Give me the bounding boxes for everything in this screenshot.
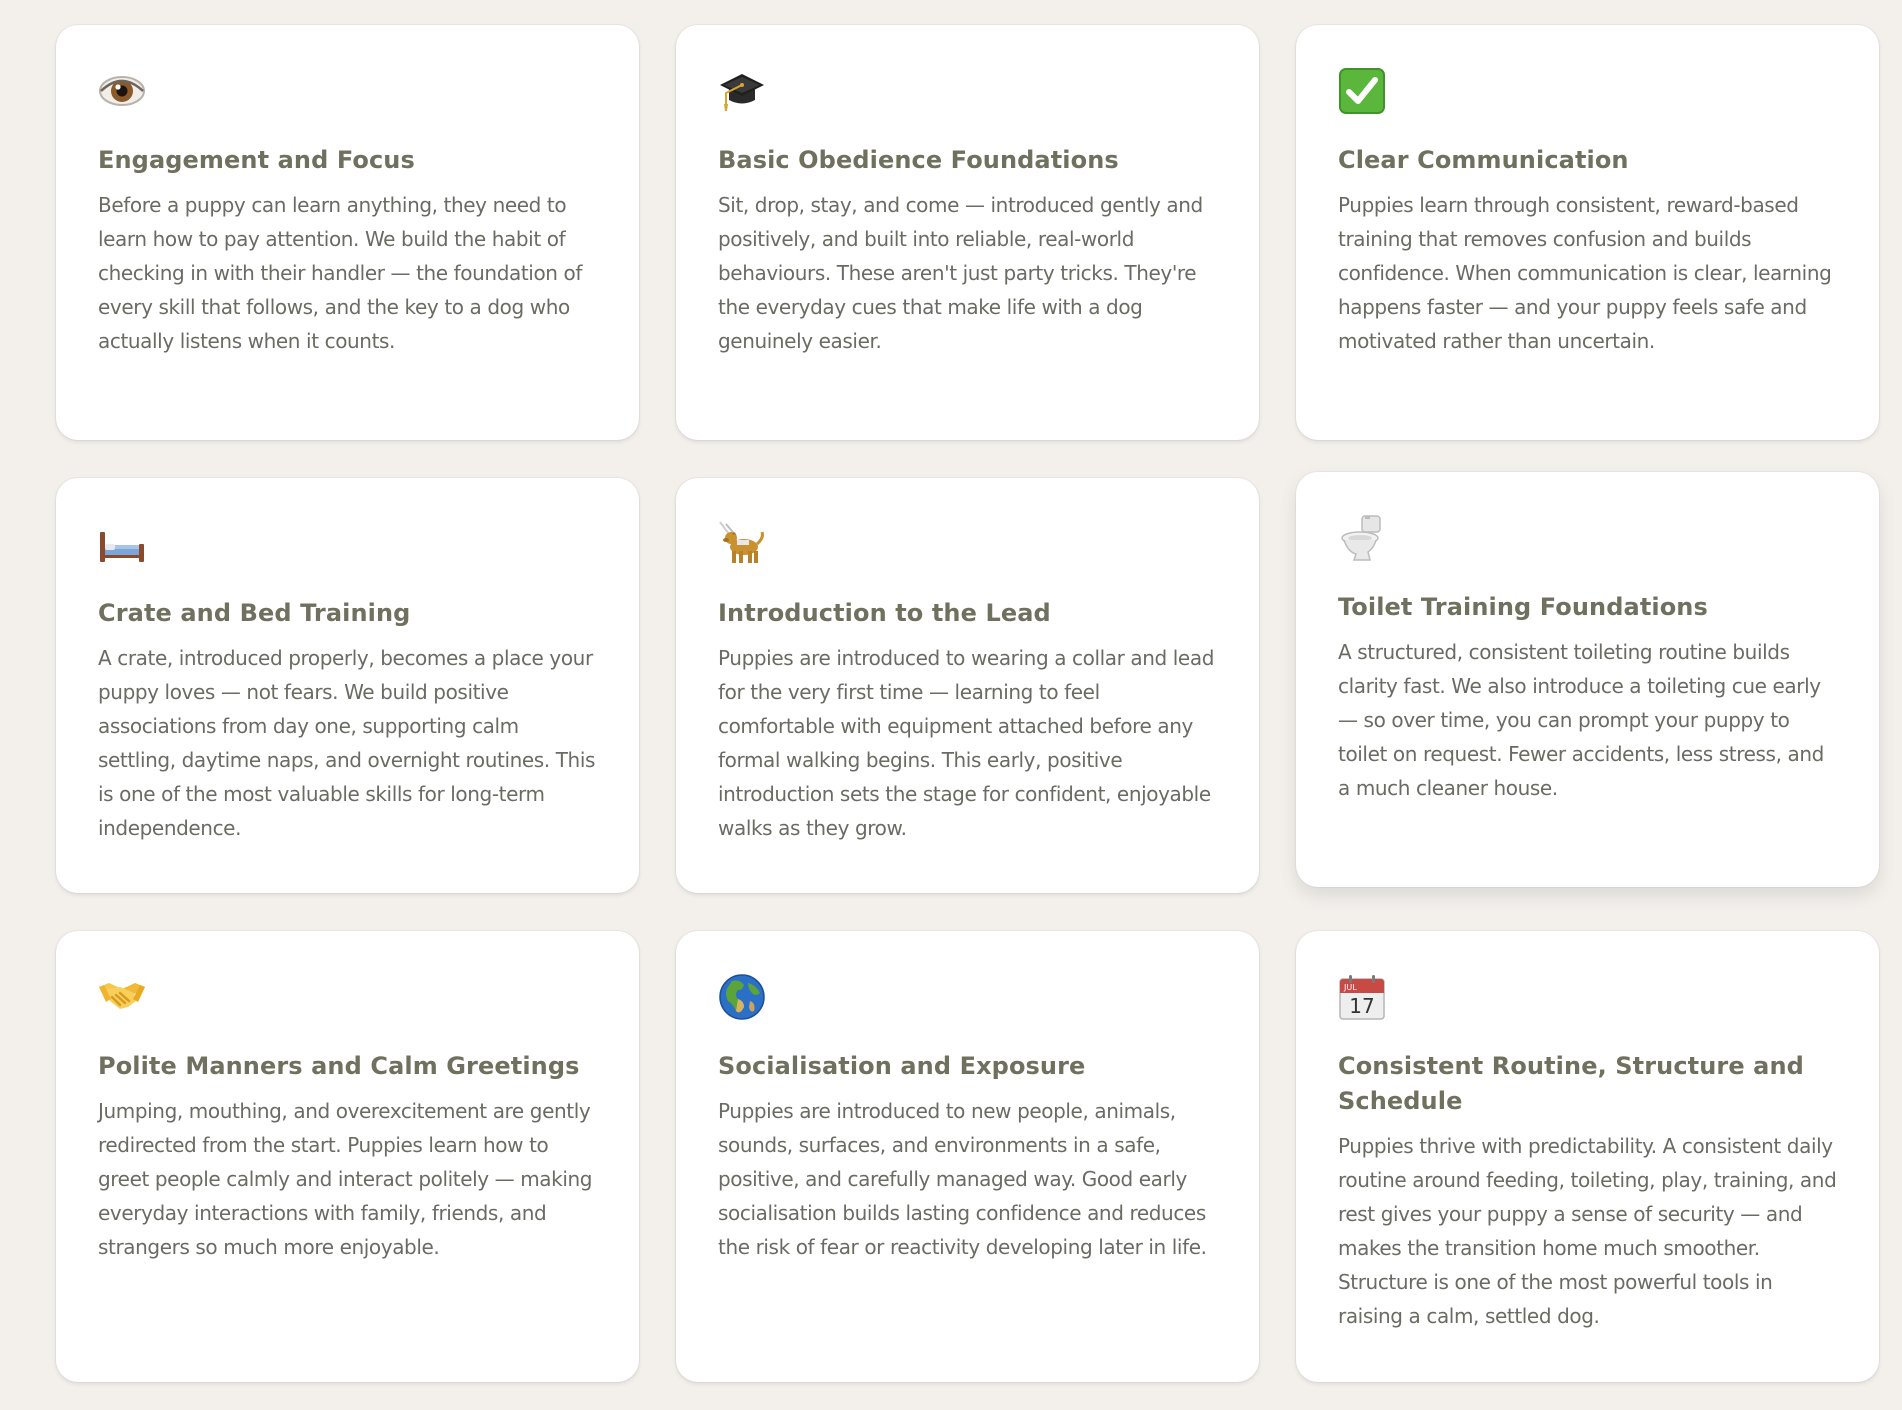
calendar-icon (1338, 973, 1386, 1021)
card-crate-bed-training (56, 478, 639, 893)
handshake-icon (98, 973, 146, 1021)
card-description: A crate, introduced properly, becomes a place your puppy loves — not fears. We build positive associations from day one, supporting calm settling, daytime naps, and overnight routines. This is one of the most valuable skills for long-term independence. (98, 646, 596, 840)
card-description: Before a puppy can learn anything, they need to learn how to pay attention. We build the habit of checking in with their handler — the foundation of every skill that follows, and the key to a dog who actually listens when it counts. (98, 193, 582, 353)
calendar-day: 17 (1349, 994, 1375, 1018)
card-title: Socialisation and Exposure (718, 1052, 1086, 1080)
eye-icon (98, 67, 146, 115)
card-title: Polite Manners and Calm Greetings (98, 1052, 580, 1080)
card-title: Clear Communication (1338, 146, 1629, 174)
card-consistent-routine (1296, 931, 1879, 1382)
card-socialisation-exposure (676, 931, 1259, 1382)
card-polite-manners (56, 931, 639, 1382)
card-description: Puppies are introduced to wearing a collar and lead for the very first time — learning to feel comfortable with equipment attached before any formal walking begins. This early, positive introduction sets the stage for confident, enjoyable walks as they grow. (718, 646, 1214, 840)
card-title: Basic Obedience Foundations (718, 146, 1119, 174)
training-cards-grid (56, 25, 1880, 1382)
card-description: Puppies learn through consistent, reward-based training that removes confusion and builds confidence. When communication is clear, learning happens faster — and your puppy feels safe and motivated rather than uncertain. (1338, 193, 1832, 353)
toilet-icon (1338, 514, 1386, 562)
check-mark-icon (1338, 67, 1386, 115)
graduation-cap-icon (718, 67, 766, 115)
globe-icon (718, 973, 766, 1021)
card-toilet-training (1296, 472, 1879, 887)
bed-icon (98, 520, 146, 568)
card-title: Engagement and Focus (98, 146, 415, 174)
card-title: Introduction to the Lead (718, 599, 1051, 627)
card-title: Crate and Bed Training (98, 599, 411, 627)
card-description: Sit, drop, stay, and come — introduced gently and positively, and built into reliable, real-world behaviours. These aren't just party tricks. They're the everyday cues that make life with a dog genuinely easier. (718, 193, 1203, 353)
card-title: Toilet Training Foundations (1338, 593, 1708, 621)
card-basic-obedience (676, 25, 1259, 440)
card-introduction-lead (676, 478, 1259, 893)
card-description: Puppies are introduced to new people, animals, sounds, surfaces, and environments in a safe, positive, and carefully managed way. Good early socialisation builds lasting confidence and reduces the risk of fear or reactivity developing later in life. (718, 1099, 1207, 1259)
card-description: A structured, consistent toileting routine builds clarity fast. We also introduce a toileting cue early — so over time, you can prompt your puppy to toilet on request. Fewer accidents, less stress, and a much cleaner house. (1338, 640, 1824, 800)
card-title: Consistent Routine, Structure and Schedule (1338, 1052, 1804, 1115)
card-description: Puppies thrive with predictability. A consistent daily routine around feeding, toileting, play, training, and rest gives your puppy a sense of security — and makes the transition home much smoother. Structure is one of the most powerful tools in raising a calm, settled dog. (1338, 1134, 1837, 1328)
card-engagement-focus (56, 25, 639, 440)
calendar-month: JUL (1344, 983, 1357, 992)
card-description: Jumping, mouthing, and overexcitement are gently redirected from the start. Puppies learn how to greet people calmly and interact politely — making everyday interactions with family, friends, and strangers so much more enjoyable. (98, 1099, 593, 1259)
card-clear-communication (1296, 25, 1879, 440)
guide-dog-icon (718, 520, 766, 568)
